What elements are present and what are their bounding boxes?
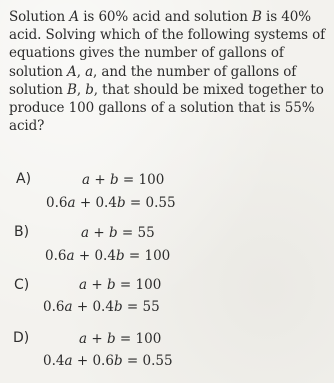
question-line bbox=[9, 99, 331, 117]
coefficient-a: 0.6 bbox=[43, 299, 65, 315]
rhs-value: 55 bbox=[137, 225, 155, 241]
question-text: is 60% acid and solution bbox=[79, 9, 253, 25]
question-text: equations gives the number of gallons of bbox=[9, 45, 284, 62]
plus-sign: + bbox=[72, 299, 93, 315]
plus-sign: + bbox=[74, 248, 95, 264]
question-line bbox=[9, 26, 331, 44]
variable-gallons-a: a bbox=[85, 63, 94, 80]
choice-a-equation-2 bbox=[46, 195, 176, 211]
rhs-value: 100 bbox=[135, 277, 162, 293]
plus-sign: + bbox=[72, 353, 93, 369]
var-a: a bbox=[79, 331, 88, 347]
var-a: a bbox=[81, 225, 90, 241]
question-text: acid? bbox=[9, 118, 45, 135]
question-text: solution bbox=[9, 63, 68, 80]
var-a: a bbox=[64, 353, 73, 369]
rhs-value: 100 bbox=[144, 248, 171, 264]
question-text: , and the number of gallons of bbox=[93, 63, 297, 80]
var-b: b bbox=[108, 225, 118, 241]
choice-b-equation-2 bbox=[45, 248, 170, 264]
var-a: a bbox=[67, 195, 76, 211]
choice-d-equation-1 bbox=[79, 331, 161, 347]
var-b: b bbox=[109, 172, 119, 188]
question-line bbox=[9, 81, 331, 99]
var-b: b bbox=[113, 353, 123, 369]
coefficient-a: 0.6 bbox=[45, 248, 67, 264]
coefficient-b: 0.4 bbox=[94, 248, 116, 264]
rhs-value: 55 bbox=[142, 299, 160, 315]
coefficient-b: 0.4 bbox=[92, 299, 114, 315]
choice-a-equation-1 bbox=[82, 172, 164, 188]
equals-sign: = bbox=[117, 225, 138, 241]
question-text: , that should be mixed together to bbox=[93, 81, 324, 98]
equals-sign: = bbox=[122, 353, 143, 369]
choice-d-letter[interactable]: D) bbox=[13, 330, 30, 346]
var-b: b bbox=[115, 248, 125, 264]
plus-sign: + bbox=[75, 195, 96, 211]
var-a: a bbox=[66, 248, 75, 264]
var-b: b bbox=[106, 277, 116, 293]
question-text: produce 100 gallons of a solution that is 55% bbox=[9, 100, 315, 117]
var-b: b bbox=[116, 195, 126, 211]
plus-sign: + bbox=[90, 172, 110, 188]
choice-c-equation-1 bbox=[79, 277, 161, 293]
equals-sign: = bbox=[124, 248, 145, 264]
rhs-value: 100 bbox=[138, 172, 165, 188]
variable-solution-b: B bbox=[252, 9, 262, 25]
variable-gallons-b: b bbox=[85, 81, 94, 98]
coefficient-a: 0.6 bbox=[46, 195, 68, 211]
equals-sign: = bbox=[122, 299, 143, 315]
var-a: a bbox=[82, 172, 91, 188]
choice-c-letter[interactable]: C) bbox=[14, 277, 30, 293]
variable-solution-b: B bbox=[67, 81, 77, 98]
var-a: a bbox=[64, 299, 73, 315]
coefficient-b: 0.6 bbox=[92, 353, 114, 369]
question-text: is 40% bbox=[261, 9, 311, 25]
variable-solution-a: A bbox=[69, 9, 80, 25]
var-a: a bbox=[79, 277, 88, 293]
plus-sign: + bbox=[89, 225, 109, 241]
choice-d-equation-2 bbox=[43, 353, 173, 369]
choice-a-letter[interactable]: A) bbox=[16, 171, 32, 187]
coefficient-a: 0.4 bbox=[43, 353, 65, 369]
var-b: b bbox=[113, 299, 123, 315]
question-line bbox=[9, 8, 331, 26]
choice-c-equation-2 bbox=[43, 299, 160, 315]
choice-b-letter[interactable]: B) bbox=[14, 224, 30, 240]
rhs-value: 100 bbox=[135, 331, 162, 347]
rhs-value: 0.55 bbox=[145, 195, 176, 211]
question-text: , bbox=[76, 81, 86, 98]
question-stem bbox=[9, 8, 331, 135]
plus-sign: + bbox=[87, 277, 107, 293]
variable-solution-a: A bbox=[67, 63, 77, 80]
question-text: acid. Solving which of the following systems of bbox=[9, 27, 326, 44]
rhs-value: 0.55 bbox=[142, 353, 173, 369]
equals-sign: = bbox=[115, 277, 136, 293]
var-b: b bbox=[106, 331, 116, 347]
question-line bbox=[9, 117, 331, 135]
question-text: , bbox=[76, 63, 86, 80]
coefficient-b: 0.4 bbox=[95, 195, 117, 211]
equals-sign: = bbox=[115, 331, 136, 347]
equals-sign: = bbox=[118, 172, 139, 188]
equals-sign: = bbox=[125, 195, 146, 211]
question-line bbox=[9, 63, 331, 81]
plus-sign: + bbox=[87, 331, 107, 347]
question-text: Solution bbox=[9, 9, 70, 25]
choice-b-equation-1 bbox=[81, 225, 155, 241]
question-text: solution bbox=[9, 81, 68, 98]
question-line bbox=[9, 44, 331, 62]
